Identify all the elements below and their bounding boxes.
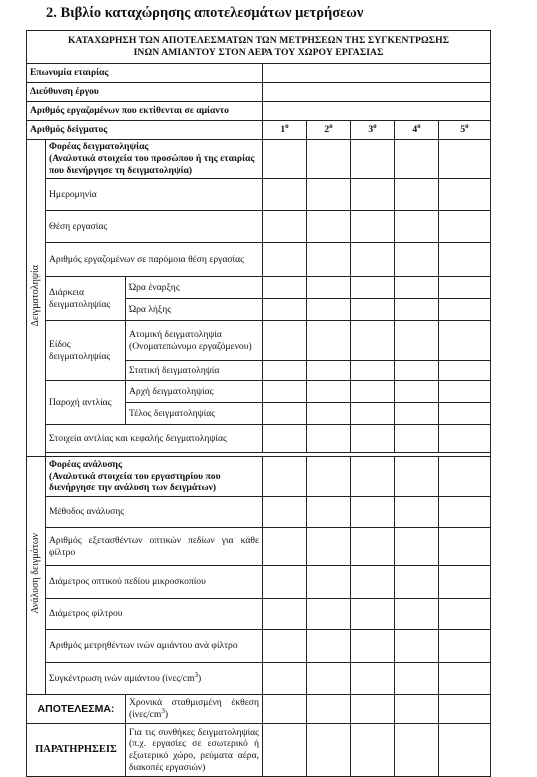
cell[interactable] <box>351 630 395 663</box>
cell[interactable] <box>439 179 491 211</box>
sample-col-2: $2^o$ <box>307 121 351 140</box>
fields-examined-label: Αριθμός εξετασθέντων οπτικών πεδίων για κάθε φίλτρο <box>46 528 263 566</box>
company-name-value[interactable] <box>263 64 491 83</box>
cell[interactable] <box>307 211 351 243</box>
sample-col-5: $5^o$ <box>439 121 491 140</box>
cell[interactable] <box>307 140 351 179</box>
table-header <box>27 31 491 64</box>
cell[interactable] <box>395 277 439 299</box>
cell[interactable] <box>439 361 491 381</box>
cell[interactable] <box>351 663 395 695</box>
cell[interactable] <box>351 457 395 497</box>
cell[interactable] <box>307 663 351 695</box>
sample-col-1: $1^o$ <box>263 121 307 140</box>
cell[interactable] <box>395 663 439 695</box>
cell[interactable] <box>395 403 439 425</box>
cell[interactable] <box>263 528 307 566</box>
work-position-label: Θέση εργασίας <box>46 211 263 243</box>
sampling-section-label: Δειγματοληψία <box>27 140 46 457</box>
cell[interactable] <box>263 299 307 321</box>
cell[interactable] <box>307 599 351 630</box>
cell[interactable] <box>351 724 395 777</box>
remarks-label: ΠΑΡΑΤΗΡΗΣΕΙΣ <box>27 724 126 777</box>
cell[interactable] <box>307 528 351 566</box>
cell[interactable] <box>307 695 351 724</box>
exposed-workers-value[interactable] <box>263 102 491 121</box>
cell[interactable] <box>395 528 439 566</box>
cell[interactable] <box>263 179 307 211</box>
cell[interactable] <box>351 321 395 361</box>
cell[interactable] <box>263 321 307 361</box>
cell[interactable] <box>307 361 351 381</box>
cell[interactable] <box>351 299 395 321</box>
cell[interactable] <box>439 630 491 663</box>
cell[interactable] <box>439 243 491 277</box>
cell[interactable] <box>439 663 491 695</box>
asbestos-results-table <box>26 30 491 777</box>
cell[interactable] <box>307 425 351 453</box>
field-diameter-label: Διάμετρος οπτικού πεδίου μικροσκοπίου <box>46 566 263 599</box>
cell[interactable] <box>351 403 395 425</box>
cell[interactable] <box>351 528 395 566</box>
cell[interactable] <box>263 457 307 497</box>
pump-flow-label: Παροχή αντλίας <box>46 381 126 425</box>
exposed-workers-label: Αριθμός εργαζομένων που εκτίθενται σε αμίαντο <box>27 102 263 121</box>
cell[interactable] <box>395 381 439 403</box>
cell[interactable] <box>395 179 439 211</box>
project-address-value[interactable] <box>263 83 491 102</box>
cell[interactable] <box>307 403 351 425</box>
cell[interactable] <box>307 299 351 321</box>
static-sampling-label: Στατική δειγματοληψία <box>126 361 263 381</box>
sampling-type-label: Είδος δειγματοληψίας <box>46 321 126 381</box>
cell[interactable] <box>307 566 351 599</box>
cell[interactable] <box>351 211 395 243</box>
cell[interactable] <box>395 299 439 321</box>
cell[interactable] <box>351 497 395 528</box>
cell[interactable] <box>395 425 439 453</box>
cell[interactable] <box>439 528 491 566</box>
analysis-section-label: Ανάλυση δειγμάτων <box>27 457 46 695</box>
cell[interactable] <box>307 243 351 277</box>
cell[interactable] <box>351 277 395 299</box>
cell[interactable] <box>395 566 439 599</box>
cell[interactable] <box>395 695 439 724</box>
cell[interactable] <box>307 381 351 403</box>
cell[interactable] <box>351 243 395 277</box>
fibers-counted-label: Αριθμός μετρηθέντων ινών αμιάντου ανά φίλτρο <box>46 630 263 663</box>
personal-sampling-label: Ατομική δειγματοληψία (Ονοματεπώνυμο εργαζόμενου) <box>126 321 263 361</box>
cell[interactable] <box>439 277 491 299</box>
cell[interactable] <box>439 724 491 777</box>
cell[interactable] <box>263 695 307 724</box>
table-header-line2: ΙΝΩΝ ΑΜΙΑΝΤΟΥ ΣΤΟΝ ΑΕΡΑ ΤΟΥ ΧΩΡΟΥ ΕΡΓΑΣΙΑΣ <box>133 47 384 58</box>
cell[interactable] <box>307 277 351 299</box>
cell[interactable] <box>395 140 439 179</box>
cell[interactable] <box>263 663 307 695</box>
cell[interactable] <box>307 179 351 211</box>
cell[interactable] <box>439 321 491 361</box>
remarks-text: Για τις συνθήκες δειγματοληψίας (π.χ. εργασίες σε εσωτερικό ή εξωτερικό χώρο, ρεύματα αέρα, διακοπές εργασιών) <box>126 724 263 777</box>
cell[interactable] <box>439 381 491 403</box>
cell[interactable] <box>439 140 491 179</box>
end-time-label: Ώρα λήξης <box>126 299 263 321</box>
sample-number-label: Αριθμός δείγματος <box>27 121 263 140</box>
cell[interactable] <box>351 361 395 381</box>
cell[interactable] <box>351 425 395 453</box>
cell[interactable] <box>439 425 491 453</box>
workers-similar-label: Αριθμός εργαζομένων σε παρόμοια θέση εργασίας <box>46 243 263 277</box>
cell[interactable] <box>439 457 491 497</box>
cell[interactable] <box>439 566 491 599</box>
cell[interactable] <box>263 497 307 528</box>
flow-end-label: Τέλος δειγματοληψίας <box>126 403 263 425</box>
cell[interactable] <box>395 321 439 361</box>
analysis-agency-label: Φορέας ανάλυσης (Αναλυτικά στοιχεία του εργαστηρίου που διενήργησε την ανάλυση των δειγμάτων) <box>46 457 263 497</box>
cell[interactable] <box>351 140 395 179</box>
cell[interactable] <box>395 599 439 630</box>
cell[interactable] <box>395 457 439 497</box>
table-header-line1: ΚΑΤΑΧΩΡΗΣΗ ΤΩΝ ΑΠΟΤΕΛΕΣΜΑΤΩΝ ΤΩΝ ΜΕΤΡΗΣΕΩΝ ΤΗΣ ΣΥΓΚΕΝΤΡΩΣΗΣ <box>67 35 450 47</box>
analysis-method-label: Μέθοδος ανάλυσης <box>46 497 263 528</box>
cell[interactable] <box>307 321 351 361</box>
cell[interactable] <box>263 211 307 243</box>
cell[interactable] <box>351 599 395 630</box>
cell[interactable] <box>263 140 307 179</box>
cell[interactable] <box>351 179 395 211</box>
cell[interactable] <box>307 724 351 777</box>
filter-diameter-label: Διάμετρος φίλτρου <box>46 599 263 630</box>
result-label: ΑΠΟΤΕΛΕΣΜΑ: <box>27 695 126 724</box>
cell[interactable] <box>263 243 307 277</box>
cell[interactable] <box>307 630 351 663</box>
cell[interactable] <box>307 497 351 528</box>
cell[interactable] <box>439 599 491 630</box>
cell[interactable] <box>439 403 491 425</box>
project-address-label: Διεύθυνση έργου <box>27 83 263 102</box>
cell[interactable] <box>263 724 307 777</box>
cell[interactable] <box>263 630 307 663</box>
cell[interactable] <box>263 361 307 381</box>
cell[interactable] <box>263 403 307 425</box>
start-time-label: Ώρα έναρξης <box>126 277 263 299</box>
pump-head-label: Στοιχεία αντλίας και κεφαλής δειγματοληψίας <box>46 425 263 453</box>
sample-col-4: $4^o$ <box>395 121 439 140</box>
sample-col-3: $3^o$ <box>351 121 395 140</box>
page-title: 2. Βιβλίο καταχώρησης αποτελεσμάτων μετρήσεων <box>46 5 364 21</box>
cell[interactable] <box>307 457 351 497</box>
cell[interactable] <box>395 497 439 528</box>
twa-label: Χρονικά σταθμισμένη έκθεση $(ί\nu\varepsilon\varsigma/cm^3)$ <box>126 695 263 724</box>
cell[interactable] <box>351 566 395 599</box>
cell[interactable] <box>263 425 307 453</box>
cell[interactable] <box>395 630 439 663</box>
cell[interactable] <box>439 299 491 321</box>
cell[interactable] <box>439 695 491 724</box>
flow-start-label: Αρχή δειγματοληψίας <box>126 381 263 403</box>
cell[interactable] <box>395 724 439 777</box>
duration-label: Διάρκεια δειγματοληψίας <box>46 277 126 321</box>
date-label: Ημερομηνία <box>46 179 263 211</box>
cell[interactable] <box>395 211 439 243</box>
cell[interactable] <box>395 243 439 277</box>
cell[interactable] <box>439 497 491 528</box>
company-name-label: Επωνυμία εταιρίας <box>27 64 263 83</box>
cell[interactable] <box>263 599 307 630</box>
cell[interactable] <box>351 695 395 724</box>
sampling-agency-label: Φορέας δειγματοληψίας (Αναλυτικά στοιχεία του προσώπου ή της εταιρίας που διενήργησε τη δειγματοληψία) <box>46 140 263 179</box>
cell[interactable] <box>395 361 439 381</box>
cell[interactable] <box>263 566 307 599</box>
cell[interactable] <box>351 381 395 403</box>
cell[interactable] <box>263 277 307 299</box>
cell[interactable] <box>263 381 307 403</box>
concentration-label: Συγκέντρωση ινών αμιάντου $(ί\nu\varepsilon\varsigma/cm^3)$ <box>46 663 263 695</box>
cell[interactable] <box>439 211 491 243</box>
